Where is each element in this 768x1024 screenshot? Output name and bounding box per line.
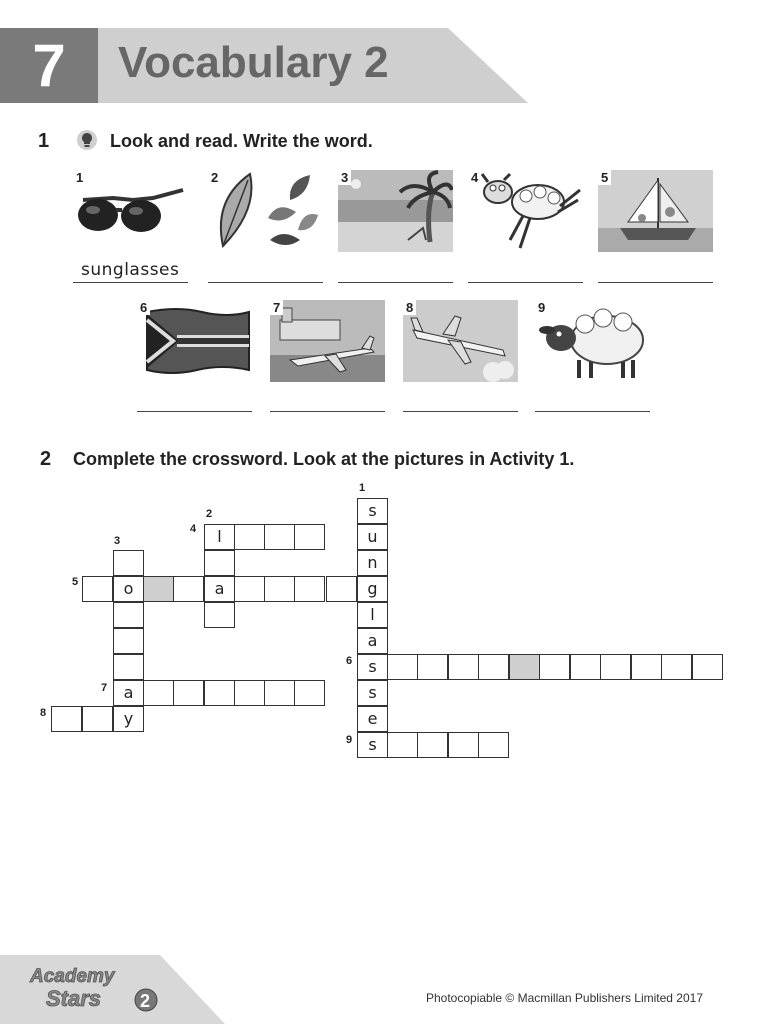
crossword-cell[interactable] (264, 524, 295, 550)
crossword-cell[interactable] (692, 654, 723, 680)
crossword-cell[interactable]: g (357, 576, 388, 602)
crossword-cell[interactable] (113, 628, 144, 654)
crossword-cell[interactable] (417, 654, 448, 680)
activity-1-number: 1 (38, 130, 50, 152)
crossword-cell[interactable]: o (113, 576, 144, 602)
crossword-cell[interactable] (234, 524, 265, 550)
picture-number: 6 (137, 300, 150, 315)
crossword-cell[interactable] (113, 654, 144, 680)
picture-number: 5 (598, 170, 611, 185)
crossword-cell[interactable] (294, 680, 325, 706)
activity-2-number: 2 (40, 448, 52, 470)
unit-number: 7 (0, 28, 98, 103)
crossword-cell[interactable] (570, 654, 601, 680)
activity-1-instruction: Look and read. Write the word. (110, 131, 373, 151)
crossword-cell[interactable] (417, 732, 448, 758)
crossword-cell[interactable] (661, 654, 692, 680)
picture-number: 1 (73, 170, 86, 185)
crossword-cell[interactable] (478, 654, 509, 680)
crossword-cell[interactable] (173, 576, 204, 602)
picture-number: 2 (208, 170, 221, 185)
logo-level: 2 (140, 991, 151, 1011)
crossword-cell[interactable] (539, 654, 570, 680)
crossword-cell[interactable]: l (204, 524, 235, 550)
clue-number-5: 5 (72, 576, 79, 588)
crossword-cell[interactable]: s (357, 498, 388, 524)
crossword-cell[interactable]: u (357, 524, 388, 550)
clue-number-9: 9 (346, 734, 353, 746)
crossword-cell-shaded (143, 576, 174, 602)
crossword-cell-shaded (509, 654, 540, 680)
crossword-cell[interactable] (113, 602, 144, 628)
clue-number-6: 6 (346, 655, 353, 667)
crossword-cell[interactable] (387, 654, 418, 680)
crossword-cell[interactable] (478, 732, 509, 758)
crossword-cell[interactable] (204, 602, 235, 628)
crossword-cell[interactable]: n (357, 550, 388, 576)
crossword-cell[interactable] (294, 576, 325, 602)
crossword-cell[interactable] (51, 706, 82, 732)
crossword-cell[interactable]: s (357, 654, 388, 680)
picture-number: 9 (535, 300, 548, 315)
picture-number: 8 (403, 300, 416, 315)
clue-number-2: 2 (206, 508, 213, 520)
crossword-cell[interactable] (387, 732, 418, 758)
picture-number: 7 (270, 300, 283, 315)
crossword-cell[interactable] (204, 550, 235, 576)
picture-number: 4 (468, 170, 481, 185)
clue-number-3: 3 (114, 535, 121, 547)
crossword-cell[interactable] (82, 576, 113, 602)
clue-number-1: 1 (359, 482, 366, 494)
crossword-cell[interactable] (143, 680, 174, 706)
crossword-cell[interactable]: a (113, 680, 144, 706)
crossword-cell[interactable] (173, 680, 204, 706)
crossword-cell[interactable] (600, 654, 631, 680)
answer-1: sunglasses (81, 260, 180, 280)
clue-number-7: 7 (101, 682, 108, 694)
crossword-cell[interactable]: s (357, 732, 388, 758)
crossword-cell[interactable]: l (357, 602, 388, 628)
crossword-cell[interactable] (264, 576, 295, 602)
crossword-cell[interactable] (294, 524, 325, 550)
crossword-cell[interactable] (82, 706, 113, 732)
crossword-cell[interactable]: s (357, 680, 388, 706)
crossword-cell[interactable]: a (204, 576, 235, 602)
copyright-text: Photocopiable © Macmillan Publishers Limited 2017 (426, 991, 703, 1005)
logo-line-2: Stars (46, 986, 102, 1011)
clue-number-8: 8 (40, 707, 47, 719)
crossword-cell[interactable] (234, 680, 265, 706)
crossword-cell[interactable]: e (357, 706, 388, 732)
picture-number: 3 (338, 170, 351, 185)
activity-2-instruction: Complete the crossword. Look at the pictures in Activity 1. (73, 449, 575, 469)
crossword-cell[interactable]: y (113, 706, 144, 732)
crossword-cell[interactable] (204, 680, 235, 706)
crossword-cell[interactable] (448, 654, 479, 680)
crossword-cell[interactable] (264, 680, 295, 706)
crossword-cell[interactable] (326, 576, 357, 602)
logo-line-1: Academy (30, 966, 115, 987)
crossword-cell[interactable] (631, 654, 662, 680)
academy-stars-logo (24, 962, 164, 1014)
crossword-cell[interactable] (448, 732, 479, 758)
crossword-cell[interactable] (113, 550, 144, 576)
crossword-cell[interactable] (234, 576, 265, 602)
clue-number-4: 4 (190, 523, 197, 535)
crossword-cell[interactable]: a (357, 628, 388, 654)
page-title: Vocabulary 2 (118, 38, 389, 87)
